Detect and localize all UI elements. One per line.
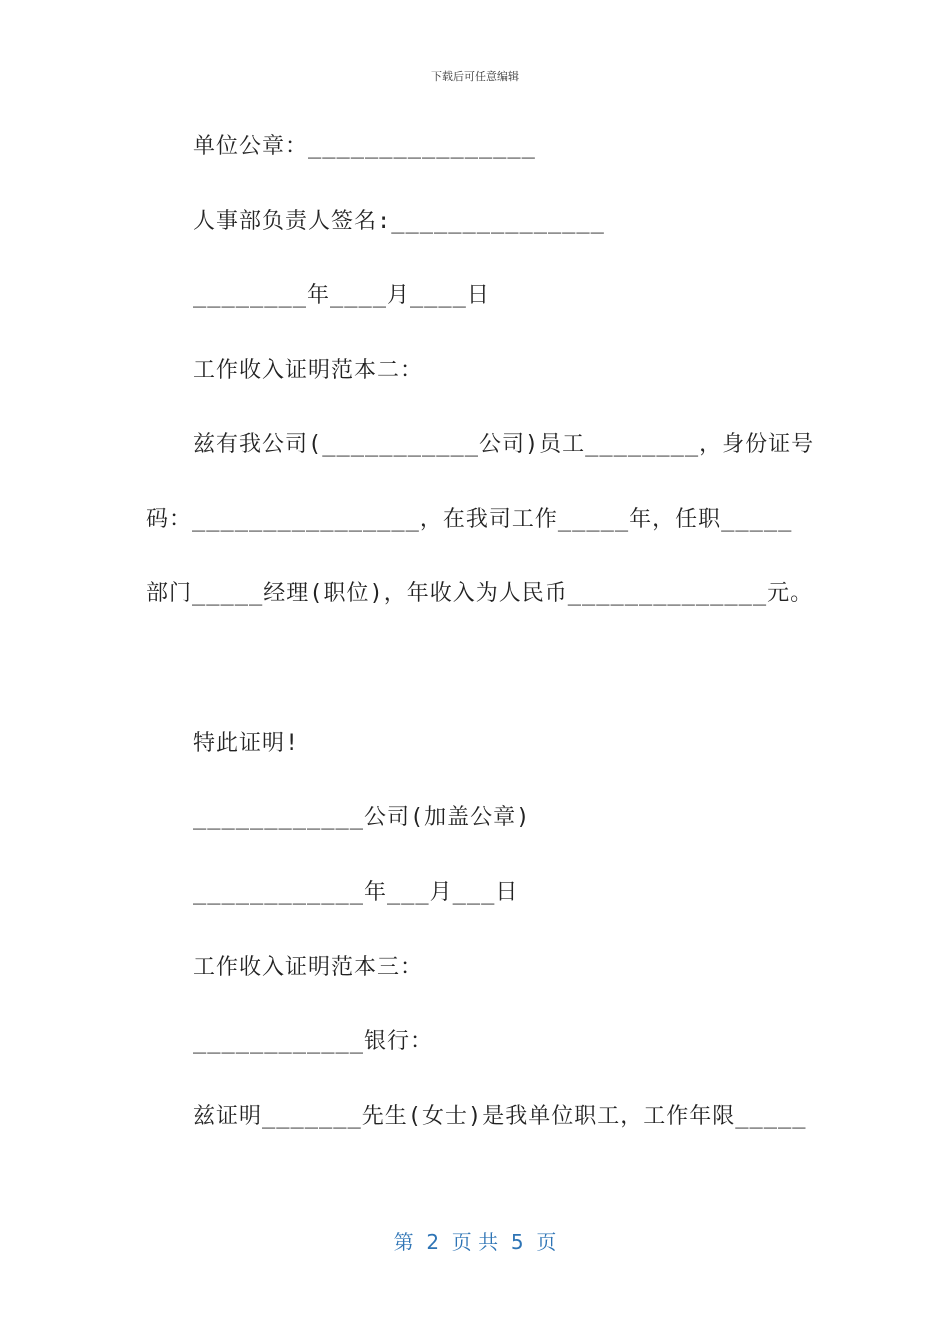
date-line: ____________年___月___日 xyxy=(193,880,519,905)
company-seal-line: ____________公司(加盖公章) xyxy=(193,805,531,830)
hr-signature-line: 人事部负责人签名:_______________ xyxy=(193,209,605,234)
certify-line: 特此证明! xyxy=(193,731,300,756)
paragraph-line: 码：________________，在我司工作_____年，任职_____ xyxy=(146,507,793,532)
paragraph-line: 部门_____经理(职位)，年收入为人民币______________元。 xyxy=(146,581,814,606)
sample2-title: 工作收入证明范本二： xyxy=(193,358,424,383)
date-line: ________年____月____日 xyxy=(193,283,490,308)
seal-line: 单位公章：________________ xyxy=(193,134,536,159)
page-header-note: 下载后可任意编辑 xyxy=(431,70,519,83)
paragraph-line: 兹证明_______先生(女士)是我单位职工，工作年限_____ xyxy=(193,1104,807,1129)
page-number-footer: 第 2 页 共 5 页 xyxy=(393,1230,557,1254)
paragraph-line: 兹有我公司(___________公司)员工________，身份证号 xyxy=(193,432,815,457)
sample3-title: 工作收入证明范本三： xyxy=(193,955,424,980)
bank-line: ____________银行： xyxy=(193,1029,433,1054)
